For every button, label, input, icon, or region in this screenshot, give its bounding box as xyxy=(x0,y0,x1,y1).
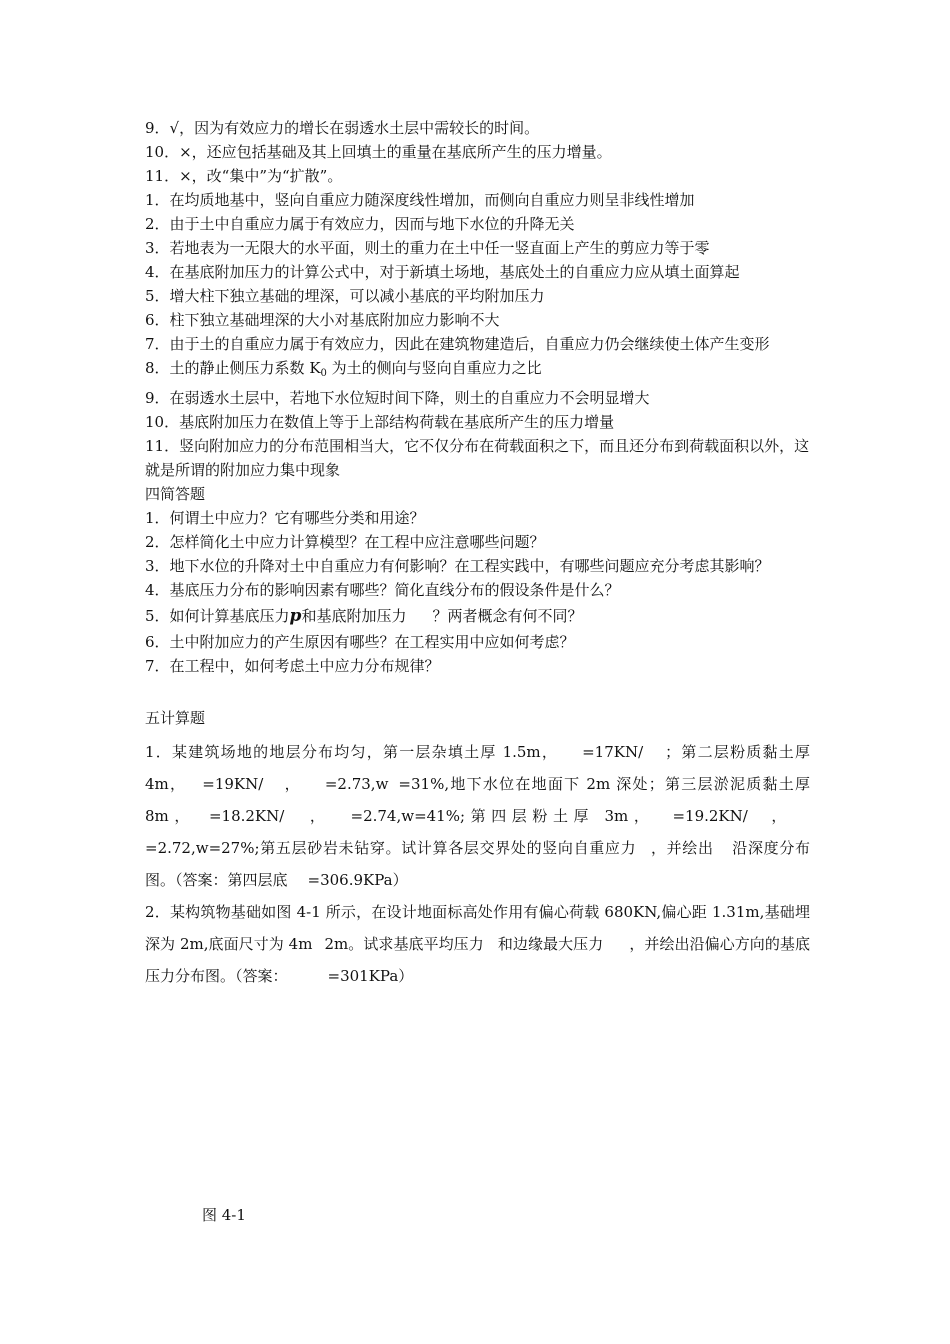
statement-5: 5．增大柱下独立基础的埋深，可以减小基底的平均附加压力 xyxy=(145,287,545,305)
judge-answer-10: 10．×，还应包括基础及其上回填土的重量在基底所产生的压力增量。 xyxy=(145,143,612,161)
statement-8-post: 为土的侧向与竖向自重应力之比 xyxy=(326,359,542,377)
calc1-part: ， xyxy=(304,807,331,825)
judge-answer-9: 9．√，因为有效应力的增长在弱透水土层中需较长的时间。 xyxy=(145,119,540,137)
statement-2: 2．由于土中自重应力属于有效应力，因而与地下水位的升降无关 xyxy=(145,215,575,233)
statement-3: 3．若地表为一无限大的水平面，则土的重力在土中任一竖直面上产生的剪应力等于零 xyxy=(145,239,710,257)
calc1-part: =2.74,w=41%;第四层粉土厚 3m， xyxy=(350,807,655,825)
question-6: 6．土中附加应力的产生原因有哪些？在工程实用中应如何考虑？ xyxy=(145,633,575,651)
calc2-part: 2．某构筑物基础如图 4-1 所示，在设计地面标高处作用有偏心荷载 680KN,偏心距 1.31m,基础埋深为 2m,底面尺寸为 4m xyxy=(145,903,810,953)
calc2-part: 和边缘最大压力 xyxy=(497,935,604,953)
calc1-part: =31%,地下水位在地面下 2m 深处；第三层淤泥质黏土厚 8m， xyxy=(145,775,810,825)
section-4-title: 四简答题 xyxy=(145,485,206,503)
document-page xyxy=(145,116,810,992)
k0-subscript: 0 xyxy=(320,368,327,379)
calc1-part: =2.73,w xyxy=(324,775,389,793)
question-5-post: ？两者概念有何不同？ xyxy=(432,607,583,625)
question-4: 4．基底压力分布的影响因素有哪些？简化直线分布的假设条件是什么？ xyxy=(145,581,620,599)
calc1-part: 沿深度分布图。（答案：第四层底 xyxy=(145,839,810,889)
question-3: 3．地下水位的升降对土中自重应力有何影响？在工程实践中，有哪些问题应充分考虑其影响？ xyxy=(145,557,770,575)
question-5-pre: 5．如何计算基底压力 xyxy=(145,607,290,625)
statement-4: 4．在基底附加压力的计算公式中，对于新填土场地，基底处土的自重应力应从填土面算起 xyxy=(145,263,740,281)
calc1-part: =19KN/ xyxy=(202,775,264,793)
statement-7: 7．由于土的自重应力属于有效应力，因此在建筑物建造后，自重应力仍会继续使土体产生变形 xyxy=(145,335,770,353)
question-5 xyxy=(145,602,810,630)
statement-11: 11．竖向附加应力的分布范围相当大，它不仅分布在荷载面积之下，而且还分布到荷载面积以外，这就是所谓的附加应力集中现象 xyxy=(145,437,810,479)
question-2: 2．怎样简化土中应力计算模型？在工程中应注意哪些问题？ xyxy=(145,533,545,551)
statement-8-pre: 8．土的静止侧压力系数 K xyxy=(145,359,321,377)
calc2-part: ，并绘出沿偏心方向的基底压力分布图。（答案： xyxy=(145,935,810,985)
figure-caption: 图 4-1 xyxy=(202,1206,246,1224)
calc1-part: ；第二层粉质黏土厚 4m， xyxy=(145,743,810,793)
calc1-part: ，并绘出 xyxy=(650,839,714,857)
calc1-part: =19.2KN/ xyxy=(672,807,748,825)
calc1-part: =306.9KPa） xyxy=(307,871,408,889)
statement-10: 10．基底附加压力在数值上等于上部结构荷载在基底所产生的压力增量 xyxy=(145,413,615,431)
pressure-symbol: p xyxy=(289,606,302,626)
calc-problem-2 xyxy=(145,896,810,992)
section-5-title: 五计算题 xyxy=(145,709,206,727)
calc2-part: 2m。试求基底平均压力 xyxy=(324,935,484,953)
calc-problem-1 xyxy=(145,736,810,896)
question-1: 1．何谓土中应力？它有哪些分类和用途？ xyxy=(145,509,425,527)
calc1-part: 1．某建筑场地的地层分布均匀，第一层杂填土厚 1.5m， xyxy=(145,743,559,761)
judge-answer-11: 11．×，改“集中”为“扩散”。 xyxy=(145,167,343,185)
statement-8 xyxy=(145,356,810,386)
calc1-part: ， xyxy=(283,775,301,793)
statement-6: 6．柱下独立基础埋深的大小对基底附加应力影响不大 xyxy=(145,311,500,329)
calc1-part: =17KN/ xyxy=(582,743,644,761)
calc1-part: =2.72,w=27%;第五层砂岩未钻穿。试计算各层交界处的竖向自重应力 xyxy=(145,839,637,857)
calc1-part: =18.2KN/ xyxy=(208,807,285,825)
question-5-mid: 和基底附加压力 xyxy=(301,607,407,625)
statement-9: 9．在弱透水土层中，若地下水位短时间下降，则土的自重应力不会明显增大 xyxy=(145,389,650,407)
question-7: 7．在工程中，如何考虑土中应力分布规律？ xyxy=(145,657,440,675)
statement-1: 1．在均质地基中，竖向自重应力随深度线性增加，而侧向自重应力则呈非线性增加 xyxy=(145,191,695,209)
calc1-part: ， xyxy=(765,807,792,825)
calc2-part: =301KPa） xyxy=(327,967,414,985)
